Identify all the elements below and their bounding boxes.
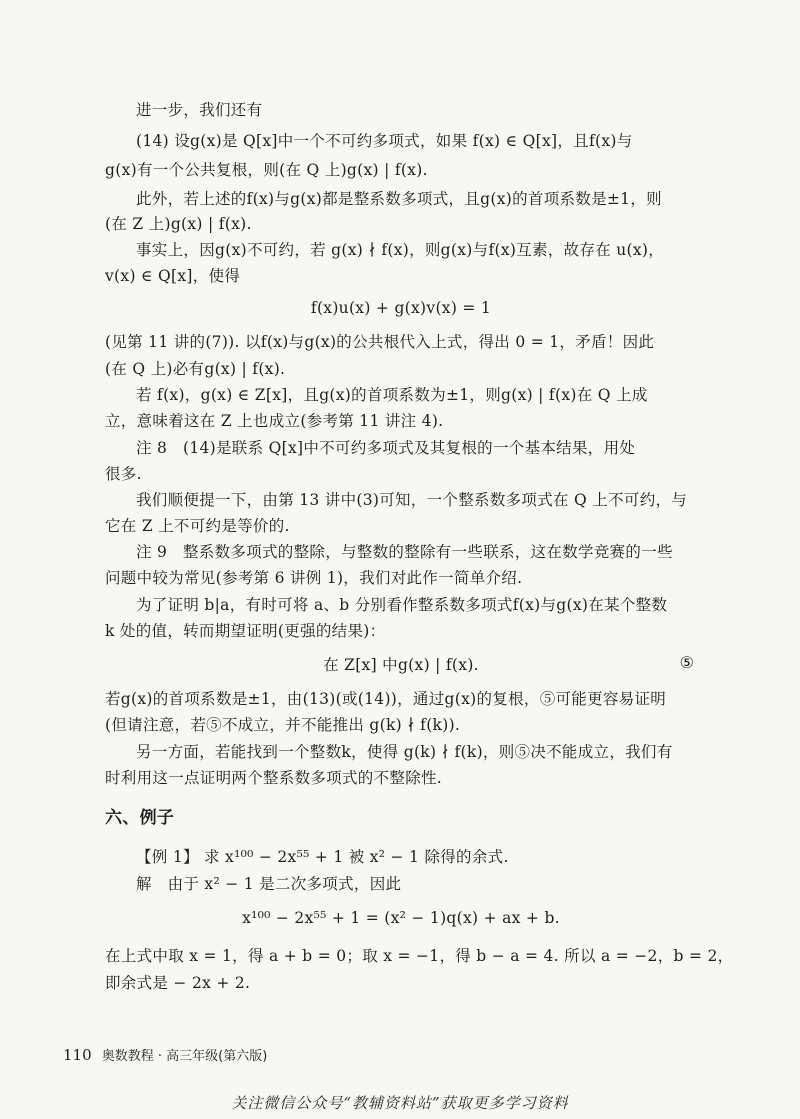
equation-number: ⑤ — [679, 653, 694, 672]
book-title: 奥数教程 · 高三年级(第六版) — [101, 1049, 268, 1064]
text-line: 问题中较为常见(参考第 6 讲例 1)，我们对此作一简单介绍. — [105, 569, 523, 587]
text-line: 若 f(x)，g(x) ∈ Z[x]，且g(x)的首项系数为±1，则g(x) | f(x)在 Q 上成 — [136, 386, 648, 404]
text-line: 立，意味着这在 Z 上也成立(参考第 11 讲注 4). — [105, 412, 444, 430]
text-line: 若g(x)的首项系数是±1，由(13)(或(14))，通过g(x)的复根，⑤可能更容易证明 — [105, 690, 667, 708]
text-line: 为了证明 b|a，有时可将 a、b 分别看作整系数多项式f(x)与g(x)在某个整数 — [136, 596, 668, 614]
text-line: (在 Q 上)必有g(x) | f(x). — [105, 360, 286, 378]
text-line: 即余式是 − 2x + 2. — [105, 974, 251, 992]
note-9-line: 注 9 整系数多项式的整除，与整数的整除有一些联系，这在数学竞赛的一些 — [136, 543, 673, 561]
text-line: 另一方面，若能找到一个整数k，使得 g(k) ∤ f(k)，则⑤决不能成立，我们有 — [136, 743, 673, 761]
text-line: (在 Z 上)g(x) | f(x). — [105, 215, 252, 233]
page-number: 110 — [63, 1046, 92, 1064]
text-line: 我们顺便提一下，由第 13 讲中(3)可知，一个整系数多项式在 Q 上不可约，与 — [136, 491, 688, 509]
text-line: 在上式中取 x = 1，得 a + b = 0；取 x = −1，得 b − a = 4. 所以 a = −2，b = 2， — [105, 947, 734, 965]
text-line: v(x) ∈ Q[x]，使得 — [105, 267, 241, 285]
text-line: 时利用这一点证明两个整系数多项式的不整除性. — [105, 769, 443, 787]
equation: x¹⁰⁰ − 2x⁵⁵ + 1 = (x² − 1)q(x) + ax + b. — [242, 909, 560, 927]
text-line: 此外，若上述的f(x)与g(x)都是整系数多项式，且g(x)的首项系数是±1，则 — [136, 190, 662, 208]
text-line: (但请注意，若⑤不成立，并不能推出 g(k) ∤ f(k)). — [105, 716, 461, 734]
solution-line: 解 由于 x² − 1 是二次多项式，因此 — [136, 875, 402, 893]
example-title: 【例 1】 求 x¹⁰⁰ − 2x⁵⁵ + 1 被 x² − 1 除得的余式. — [136, 848, 509, 866]
text-line: 事实上，因g(x)不可约，若 g(x) ∤ f(x)，则g(x)与f(x)互素，故存在 u(x)， — [136, 241, 665, 259]
section-heading: 六、例子 — [105, 808, 175, 828]
equation: f(x)u(x) + g(x)v(x) = 1 — [310, 299, 492, 317]
text-line: 进一步，我们还有 — [136, 101, 263, 119]
page-footer — [63, 1045, 267, 1064]
text-line: k 处的值，转而期望证明(更强的结果)： — [105, 622, 386, 640]
text-line: 它在 Z 上不可约是等价的. — [105, 517, 290, 535]
text-line: 很多. — [105, 465, 142, 483]
text-line: (14) 设g(x)是 Q[x]中一个不可约多项式，如果 f(x) ∈ Q[x]，且f(x)与 — [136, 132, 633, 150]
text-line: (见第 11 讲的(7)). 以f(x)与g(x)的公共根代入上式，得出 0 = 1，矛盾！因此 — [105, 333, 655, 351]
watermark-banner: 关注微信公众号“教辅资料站”获取更多学习资料 — [231, 1094, 569, 1112]
equation-5: 在 Z[x] 中g(x) | f(x). — [323, 656, 479, 674]
note-8-line: 注 8 (14)是联系 Q[x]中不可约多项式及其复根的一个基本结果，用处 — [136, 439, 636, 457]
text-line: g(x)有一个公共复根，则(在 Q 上)g(x) | f(x). — [105, 161, 428, 179]
